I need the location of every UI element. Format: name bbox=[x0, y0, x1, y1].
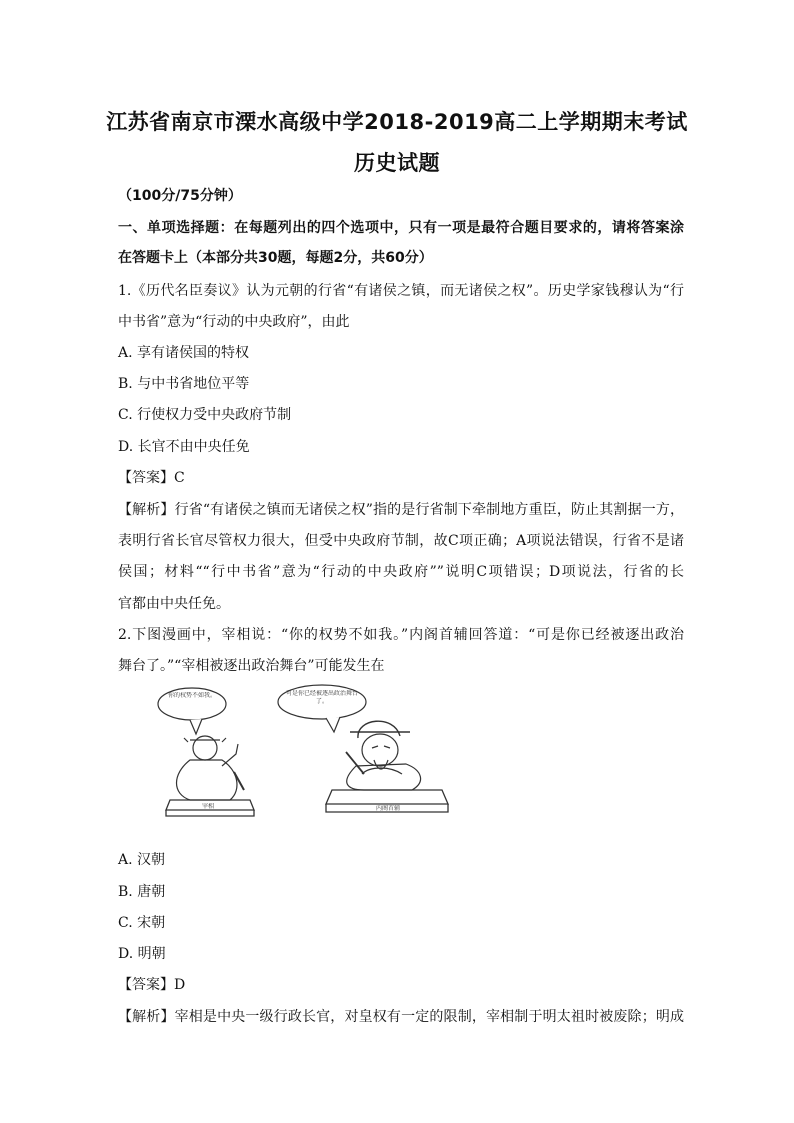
q2-cartoon-figure bbox=[150, 682, 480, 832]
q2-analysis-line1: 【解析】宰相是中央一级行政长官，对皇权有一定的限制，宰相制于明太祖时被废除；明成 bbox=[118, 1009, 684, 1025]
document-title-line1: 江苏省南京市溧水高级中学2018-2019高二上学期期末考试 bbox=[106, 110, 688, 134]
left-bubble-text: 你的权势不如我。 bbox=[167, 692, 216, 699]
q2-option-a: A. 汉朝 bbox=[118, 852, 166, 868]
q1-answer: 【答案】C bbox=[118, 470, 185, 486]
exam-duration: （100分/75分钟） bbox=[118, 188, 242, 204]
right-base-label: 内阁首辅 bbox=[375, 805, 400, 812]
q1-option-d: D. 长官不由中央任免 bbox=[118, 439, 250, 455]
left-base-label: 宰相 bbox=[201, 803, 214, 810]
q2-option-d: D. 明朝 bbox=[118, 946, 166, 962]
q1-stem-line2: 中书省”意为“行动的中央政府”，由此 bbox=[118, 314, 350, 330]
q1-analysis-line3: 侯国；材料““行中书省”意为“行动的中央政府””说明C项错误；D项说法，行省的长 bbox=[118, 564, 684, 580]
q1-analysis-line1: 【解析】行省“有诸侯之镇而无诸侯之权”指的是行省制下牵制地方重臣，防止其割据一方， bbox=[118, 502, 684, 518]
q2-option-b: B. 唐朝 bbox=[118, 884, 166, 900]
q1-option-c: C. 行使权力受中央政府节制 bbox=[118, 407, 292, 423]
q2-option-c: C. 宋朝 bbox=[118, 915, 166, 931]
q1-analysis-line4: 官都由中央任免。 bbox=[118, 596, 230, 612]
section-instruction-line2: 在答题卡上（本部分共30题，每题2分，共60分） bbox=[118, 250, 433, 266]
q1-option-b: B. 与中书省地位平等 bbox=[118, 376, 250, 392]
q2-answer: 【答案】D bbox=[118, 977, 186, 993]
q2-stem-line1: 2.下图漫画中，宰相说：“你的权势不如我。”内阁首辅回答道：“可是你已经被逐出政治 bbox=[118, 627, 684, 643]
q1-option-a: A. 享有诸侯国的特权 bbox=[118, 345, 250, 361]
document-title-line2: 历史试题 bbox=[354, 151, 440, 175]
q2-stem-line2: 舞台了。”“宰相被逐出政治舞台”可能发生在 bbox=[118, 658, 385, 674]
section-instruction-line1: 一、单项选择题：在每题列出的四个选项中，只有一项是最符合题目要求的，请将答案涂 bbox=[118, 220, 684, 236]
q1-stem-line1: 1.《历代名臣奏议》认为元朝的行省“有诸侯之镇，而无诸侯之权”。历史学家钱穆认为“行 bbox=[118, 283, 684, 299]
q1-analysis-line2: 表明行省长官尽管权力很大，但受中央政府节制，故C项正确；A项说法错误，行省不是诸 bbox=[118, 533, 684, 549]
right-bubble-text: 可是你已经被逐出政治舞台了。 bbox=[285, 690, 358, 705]
